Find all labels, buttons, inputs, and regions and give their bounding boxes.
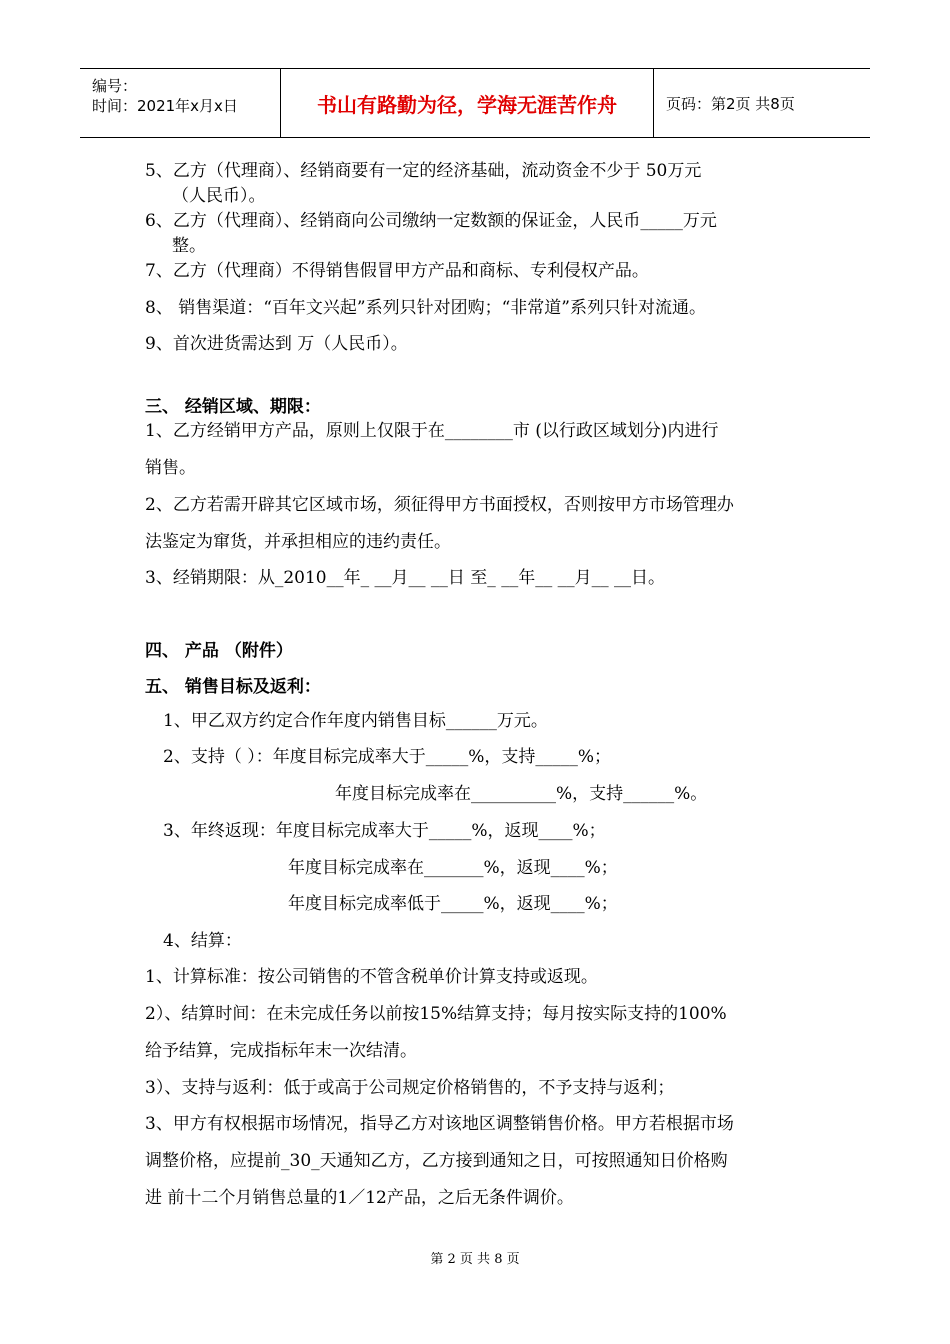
clause-6-cont: 整。 <box>172 236 206 256</box>
clause-7: 7、乙方（代理商）不得销售假冒甲方产品和商标、专利侵权产品。 <box>145 261 649 281</box>
header-page-info: 页码：第2页 共8页 <box>666 94 795 113</box>
price-adjust-clause-cont: 调整价格，应提前_30_天通知乙方，乙方接到通知之日，可按照通知日价格购 <box>145 1151 728 1171</box>
section-3-item-2: 2、乙方若需开辟其它区域市场，须征得甲方书面授权，否则按甲方市场管理办 <box>145 495 734 515</box>
section-5-item-2: 2、支持（ ）：年度目标完成率大于_____%，支持_____%； <box>163 747 612 767</box>
clause-6: 6、乙方（代理商）、经销商向公司缴纳一定数额的保证金，人民币_____万元 <box>145 211 717 231</box>
section-3-item-3: 3、经销期限：从_2010__年_ __月__ __日 至_ __年__ __月__ __日。 <box>145 568 666 588</box>
price-adjust-clause: 3、甲方有权根据市场情况，指导乙方对该地区调整销售价格。甲方若根据市场 <box>145 1114 734 1134</box>
serial-label: 编号： <box>92 77 138 95</box>
section-4-title: 四、 产品 （附件） <box>145 641 293 661</box>
settlement-time: 2）、结算时间：在未完成任务以前按15%结算支持；每月按实际支持的100% <box>145 1004 727 1024</box>
settlement-standard: 1、计算标准：按公司销售的不管含税单价计算支持或返现。 <box>145 967 598 987</box>
section-5-item-2-cont: 年度目标完成率在__________%，支持______%。 <box>335 784 708 804</box>
clause-9: 9、首次进货需达到 万（人民币）。 <box>145 334 408 354</box>
clause-8: 8、 销售渠道：“百年文兴起”系列只针对团购；“非常道”系列只针对流通。 <box>145 298 706 318</box>
section-3-title: 三、 经销区域、期限： <box>145 397 321 417</box>
price-adjust-clause-end: 进 前十二个月销售总量的1／12产品，之后无条件调价。 <box>145 1188 574 1208</box>
date-label: 时间：2021年x月x日 <box>92 97 238 115</box>
page-header <box>80 68 870 138</box>
clause-5-cont: （人民币）。 <box>172 186 266 206</box>
section-3-item-1-cont: 销售。 <box>145 458 196 478</box>
section-5-item-1: 1、甲乙双方约定合作年度内销售目标______万元。 <box>163 711 548 731</box>
section-5-item-3-c: 年度目标完成率低于_____%，返现____%； <box>288 894 618 914</box>
settlement-time-cont: 给予结算，完成指标年末一次结清。 <box>145 1041 417 1061</box>
section-5-item-3: 3、年终返现：年度目标完成率大于_____%，返现____%； <box>163 821 606 841</box>
support-rebate-rule: 3）、支持与返利：低于或高于公司规定价格销售的，不予支持与返利； <box>145 1078 675 1098</box>
section-5-title: 五、 销售目标及返利： <box>145 677 321 697</box>
page-footer: 第 2 页 共 8 页 <box>430 1252 520 1267</box>
section-3-item-2-cont: 法鉴定为窜货，并承担相应的违约责任。 <box>145 532 451 552</box>
section-5-item-3-b: 年度目标完成率在_______%，返现____%； <box>288 858 618 878</box>
header-meta <box>80 69 281 137</box>
header-motto: 书山有路勤为径，学海无涯苦作舟 <box>281 69 654 137</box>
section-3-item-1: 1、乙方经销甲方产品，原则上仅限于在________市 (以行政区域划分)内进行 <box>145 421 719 441</box>
clause-5: 5、乙方（代理商）、经销商要有一定的经济基础，流动资金不少于 50万元 <box>145 161 702 181</box>
section-5-item-4: 4、结算： <box>163 931 242 951</box>
